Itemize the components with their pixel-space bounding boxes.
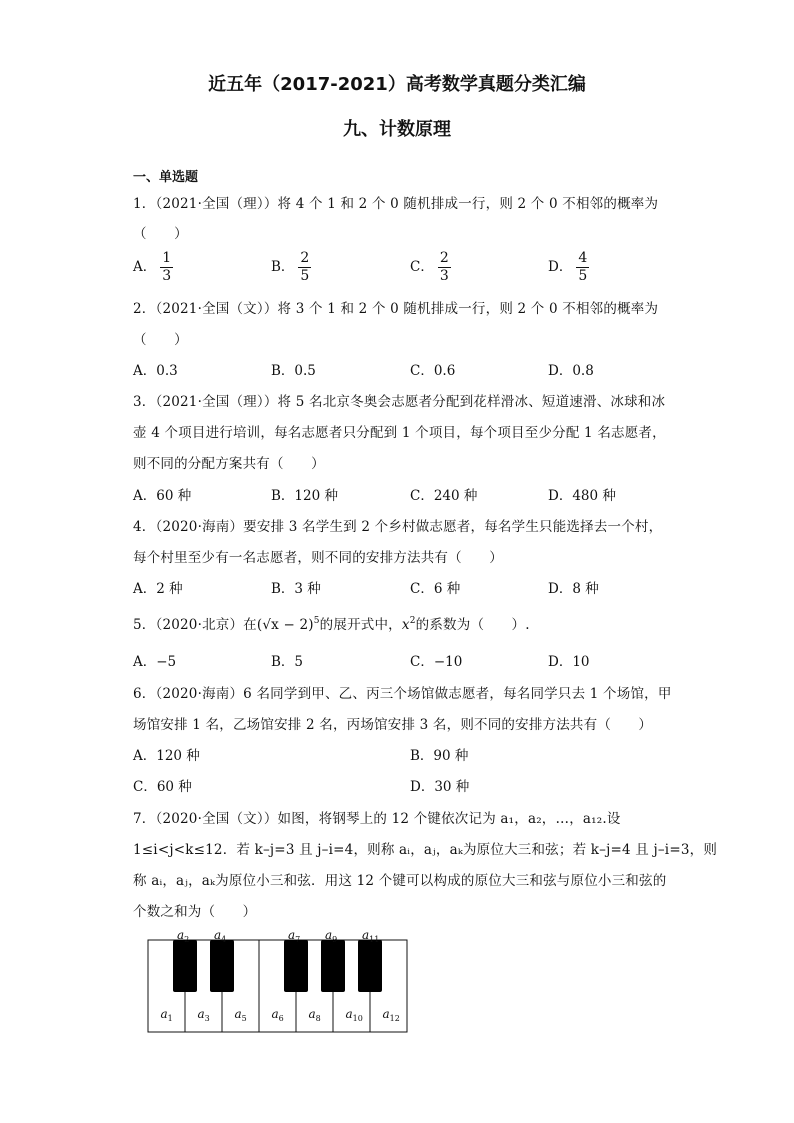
q3-option-a: A．60 种 xyxy=(133,488,192,504)
black-key-a2 xyxy=(173,940,197,992)
q1-option-a: A． $\frac{1}{3}$ xyxy=(133,250,172,284)
q6-option-b: B．90 种 xyxy=(410,748,469,764)
q6-option-c: C．60 种 xyxy=(133,779,192,795)
q4-option-d: D．8 种 xyxy=(548,581,599,597)
question-7-line-1: 7．（2020·全国（文））如图，将钢琴上的 12 个键依次记为 a₁，a₂，…，a₁₂.设 xyxy=(133,811,621,827)
question-6-line-1: 6．（2020·海南）6 名同学到甲、乙、丙三个场馆做志愿者，每名同学只去 1 个场馆，甲 xyxy=(133,686,672,702)
white-key-label: $a_8$ xyxy=(308,1007,321,1023)
question-2-paren: （ ） xyxy=(133,332,188,348)
q5-option-d: D．10 xyxy=(548,654,590,670)
q2-option-a: A．0.3 xyxy=(133,363,178,379)
white-key-label: $a_{12}$ xyxy=(382,1007,400,1023)
piano-keys-figure xyxy=(146,928,408,1036)
q2-option-b: B．0.5 xyxy=(271,363,316,379)
question-5-text: 5．（2020·北京）在$(√x - 2)^5$的展开式中，$x^2$的系数为（ ）. xyxy=(133,616,530,633)
question-1-text: 1．（2021·全国（理））将 4 个 1 和 2 个 0 随机排成一行，则 2 个 0 不相邻的概率为 xyxy=(133,196,659,212)
black-key-label: $a_{11}$ xyxy=(362,928,380,944)
q6-option-a: A．120 种 xyxy=(133,748,200,764)
question-4-line-2: 每个村里至少有一名志愿者，则不同的安排方法共有（ ） xyxy=(133,550,503,566)
question-7-line-4: 个数之和为（ ） xyxy=(133,904,257,920)
question-7-line-2: 1≤i<j<k≤12．若 k–j=3 且 j–i=4，则称 aᵢ，aⱼ，aₖ为原位大三和弦；若 k–j=4 且 j–i=3，则 xyxy=(133,842,718,858)
question-2-text: 2．（2021·全国（文））将 3 个 1 和 2 个 0 随机排成一行，则 2 个 0 不相邻的概率为 xyxy=(133,301,659,317)
q1-option-d: D． $\frac{4}{5}$ xyxy=(548,250,588,284)
question-7-line-3: 称 aᵢ，aⱼ，aₖ为原位小三和弦．用这 12 个键可以构成的原位大三和弦与原位小三和弦的 xyxy=(133,873,667,889)
black-key-label: $a_9$ xyxy=(325,928,338,944)
question-3-line-3: 则不同的分配方案共有（ ） xyxy=(133,456,325,472)
q4-option-a: A．2 种 xyxy=(133,581,183,597)
q2-option-c: C．0.6 xyxy=(410,363,456,379)
binomial-expression: (√x − 2) xyxy=(256,617,314,633)
white-key-label: $a_1$ xyxy=(160,1007,173,1023)
white-key-label: $a_{10}$ xyxy=(345,1007,363,1023)
white-key-label: $a_3$ xyxy=(197,1007,210,1023)
black-key-a7 xyxy=(284,940,308,992)
document-title: 近五年（2017-2021）高考数学真题分类汇编 xyxy=(208,74,586,95)
white-key-label: $a_6$ xyxy=(271,1007,284,1023)
q5-option-b: B．5 xyxy=(271,654,304,670)
q6-option-d: D．30 种 xyxy=(410,779,470,795)
section-heading: 一、单选题 xyxy=(133,170,199,185)
question-3-line-1: 3．（2021·全国（理））将 5 名北京冬奥会志愿者分配到花样滑冰、短道速滑、冰球和冰 xyxy=(133,394,666,410)
q3-option-c: C．240 种 xyxy=(410,488,478,504)
black-key-label: $a_2$ xyxy=(177,928,190,944)
chapter-subtitle: 九、计数原理 xyxy=(343,119,451,140)
black-key-label: $a_4$ xyxy=(214,928,227,944)
question-3-line-2: 壶 4 个项目进行培训，每名志愿者只分配到 1 个项目，每个项目至少分配 1 名志愿者， xyxy=(133,425,666,441)
black-key-label: $a_7$ xyxy=(288,928,301,944)
question-6-line-2: 场馆安排 1 名，乙场馆安排 2 名，丙场馆安排 3 名，则不同的安排方法共有（ ） xyxy=(133,717,653,733)
q1-option-c: C． $\frac{2}{3}$ xyxy=(410,250,449,284)
q4-option-b: B．3 种 xyxy=(271,581,321,597)
q5-option-c: C．−10 xyxy=(410,654,463,670)
q1-option-b: B． $\frac{2}{5}$ xyxy=(271,250,310,284)
black-key-a11 xyxy=(358,940,382,992)
white-key-label: $a_5$ xyxy=(234,1007,247,1023)
black-key-a4 xyxy=(210,940,234,992)
q2-option-d: D．0.8 xyxy=(548,363,594,379)
q3-option-b: B．120 种 xyxy=(271,488,338,504)
q4-option-c: C．6 种 xyxy=(410,581,461,597)
q5-option-a: A．−5 xyxy=(133,654,177,670)
question-4-line-1: 4．（2020·海南）要安排 3 名学生到 2 个乡村做志愿者，每名学生只能选择去一个村， xyxy=(133,519,663,535)
q3-option-d: D．480 种 xyxy=(548,488,616,504)
question-1-paren: （ ） xyxy=(133,226,188,242)
black-key-a9 xyxy=(321,940,345,992)
